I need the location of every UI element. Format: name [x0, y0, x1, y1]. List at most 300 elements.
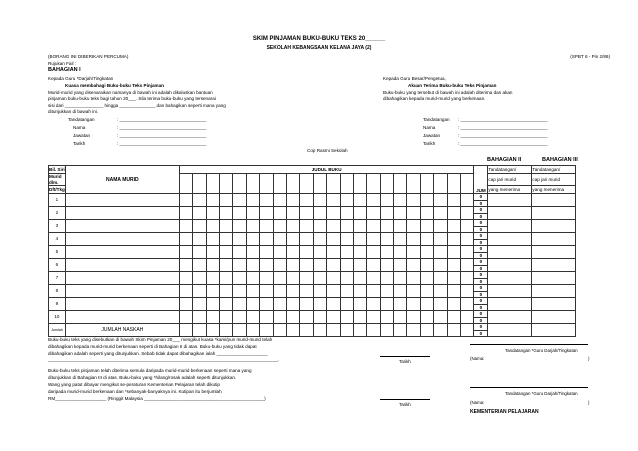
student-name-input[interactable]	[65, 311, 179, 324]
book-qty-cell[interactable]	[407, 298, 420, 311]
grand-total: 0	[474, 324, 488, 331]
book-qty-cell[interactable]	[367, 272, 380, 285]
book-qty-cell[interactable]	[380, 194, 393, 207]
book-qty-cell[interactable]	[260, 207, 273, 220]
book-qty-cell[interactable]	[420, 233, 433, 246]
book-qty-cell[interactable]	[193, 272, 206, 285]
book-qty-cell[interactable]	[179, 233, 192, 246]
book-qty-cell[interactable]	[260, 194, 273, 207]
table-row	[49, 194, 576, 201]
row-total: 0	[474, 278, 488, 285]
student-name-input[interactable]	[65, 207, 179, 220]
book-qty-cell[interactable]	[246, 246, 259, 259]
book-qty-cell[interactable]	[340, 207, 353, 220]
book-qty-cell[interactable]	[394, 311, 407, 324]
b2-signature-cell[interactable]	[488, 298, 532, 311]
book-qty-cell[interactable]	[434, 194, 447, 207]
book-total-cell	[447, 324, 460, 337]
book-qty-cell[interactable]	[327, 220, 340, 233]
book-qty-cell[interactable]	[206, 207, 219, 220]
book-qty-cell[interactable]	[260, 311, 273, 324]
book-qty-cell[interactable]	[353, 194, 366, 207]
book-qty-cell[interactable]	[220, 285, 233, 298]
b3-signature-cell[interactable]	[532, 220, 576, 233]
book-qty-cell[interactable]	[246, 220, 259, 233]
book-qty-cell[interactable]	[313, 259, 326, 272]
book-qty-cell[interactable]	[380, 311, 393, 324]
book-qty-cell[interactable]	[420, 220, 433, 233]
student-name-input[interactable]	[65, 246, 179, 259]
book-qty-cell[interactable]	[407, 259, 420, 272]
book-qty-cell[interactable]	[447, 272, 460, 285]
book-qty-cell[interactable]	[394, 207, 407, 220]
bottom1-name-label: (Nama:	[470, 356, 485, 361]
book-qty-cell[interactable]	[434, 311, 447, 324]
book-qty-cell[interactable]	[367, 233, 380, 246]
book-qty-cell[interactable]	[434, 220, 447, 233]
col-bil-line-2: Murid dlm.	[49, 174, 66, 186]
book-qty-cell[interactable]	[380, 298, 393, 311]
school-stamp: Cop Rasmi Sekolah	[307, 148, 348, 153]
book-qty-cell[interactable]	[313, 246, 326, 259]
book-title-cell	[380, 174, 393, 194]
book-qty-cell[interactable]	[300, 246, 313, 259]
book-qty-cell[interactable]	[313, 311, 326, 324]
book-qty-cell[interactable]	[206, 311, 219, 324]
book-qty-cell[interactable]	[193, 246, 206, 259]
right-sign-blank: : __________________________________	[458, 117, 548, 122]
book-qty-cell[interactable]	[327, 272, 340, 285]
book-qty-cell[interactable]	[340, 233, 353, 246]
b3-signature-cell[interactable]	[532, 298, 576, 311]
row-number: 10	[49, 311, 66, 324]
book-qty-cell[interactable]	[246, 233, 259, 246]
left-date-label: Tarikh	[73, 141, 86, 146]
book-qty-cell[interactable]	[340, 272, 353, 285]
book-qty-cell[interactable]	[367, 259, 380, 272]
book-qty-cell[interactable]	[461, 220, 474, 233]
book-qty-cell[interactable]	[353, 220, 366, 233]
book-qty-cell[interactable]	[420, 298, 433, 311]
bottom2-line-5: RM____________________ (Ringgit Malaysia _______________________________________________)	[48, 396, 266, 401]
book-qty-cell[interactable]	[179, 298, 192, 311]
book-qty-cell[interactable]	[300, 233, 313, 246]
student-name-input[interactable]	[65, 259, 179, 272]
book-qty-cell[interactable]	[461, 207, 474, 220]
row-total: 0	[474, 272, 488, 279]
book-total-cell	[193, 324, 206, 337]
table-row	[49, 246, 576, 253]
b3-signature-cell[interactable]	[532, 194, 576, 207]
book-qty-cell[interactable]	[340, 311, 353, 324]
book-qty-cell[interactable]	[233, 207, 246, 220]
book-qty-cell[interactable]	[353, 311, 366, 324]
b2-signature-cell[interactable]	[488, 220, 532, 233]
student-name-input[interactable]	[65, 285, 179, 298]
book-qty-cell[interactable]	[246, 259, 259, 272]
book-qty-cell[interactable]	[179, 259, 192, 272]
book-qty-cell[interactable]	[220, 207, 233, 220]
book-qty-cell[interactable]	[193, 194, 206, 207]
bottom1-sign-label: Tandatangan *Guru Darjah/Tingkatan	[505, 348, 578, 353]
book-qty-cell[interactable]	[407, 233, 420, 246]
book-qty-cell[interactable]	[286, 298, 299, 311]
book-qty-cell[interactable]	[273, 259, 286, 272]
left-addressee: Kepada Guru *Darjah/Tingkatan	[48, 76, 114, 81]
book-qty-cell[interactable]	[434, 233, 447, 246]
book-qty-cell[interactable]	[273, 233, 286, 246]
book-total-cell	[420, 324, 433, 337]
book-qty-cell[interactable]	[434, 259, 447, 272]
book-qty-cell[interactable]	[367, 220, 380, 233]
book-qty-cell[interactable]	[313, 285, 326, 298]
book-qty-cell[interactable]	[193, 298, 206, 311]
book-qty-cell[interactable]	[273, 246, 286, 259]
book-qty-cell[interactable]	[206, 246, 219, 259]
b3-signature-cell[interactable]	[532, 246, 576, 259]
book-qty-cell[interactable]	[461, 272, 474, 285]
book-qty-cell[interactable]	[220, 311, 233, 324]
school-name: SEKOLAH KEBANGSAAN KELANA JAYA (2)	[266, 45, 372, 51]
book-qty-cell[interactable]	[246, 298, 259, 311]
right-position-label: Jawatan	[423, 133, 441, 138]
book-qty-cell[interactable]	[286, 246, 299, 259]
form-note: (BORANG INI DIBERIKAN PERCUMA)	[48, 54, 129, 59]
book-qty-cell[interactable]	[313, 272, 326, 285]
table-row	[49, 298, 576, 305]
book-qty-cell[interactable]	[407, 246, 420, 259]
book-qty-cell[interactable]	[300, 207, 313, 220]
book-qty-cell[interactable]	[233, 233, 246, 246]
book-qty-cell[interactable]	[340, 298, 353, 311]
book-qty-cell[interactable]	[273, 194, 286, 207]
book-qty-cell[interactable]	[340, 194, 353, 207]
book-qty-cell[interactable]	[220, 259, 233, 272]
book-title-cell	[193, 174, 206, 194]
book-qty-cell[interactable]	[394, 194, 407, 207]
book-qty-cell[interactable]	[179, 207, 192, 220]
book-total-cell	[340, 324, 353, 337]
book-qty-cell[interactable]	[461, 311, 474, 324]
book-qty-cell[interactable]	[313, 220, 326, 233]
b2-signature-cell[interactable]	[488, 285, 532, 298]
bottom2-sign-label: Tandatangan *Guru Darjah/Tingkatan	[505, 391, 578, 396]
book-qty-cell[interactable]	[327, 259, 340, 272]
book-qty-cell[interactable]	[206, 220, 219, 233]
book-qty-cell[interactable]	[407, 272, 420, 285]
book-qty-cell[interactable]	[407, 220, 420, 233]
b2-signature-cell[interactable]	[488, 246, 532, 259]
book-qty-cell[interactable]	[447, 285, 460, 298]
book-qty-cell[interactable]	[420, 311, 433, 324]
book-qty-cell[interactable]	[179, 194, 192, 207]
book-qty-cell[interactable]	[286, 259, 299, 272]
book-qty-cell[interactable]	[246, 207, 259, 220]
book-qty-cell[interactable]	[206, 259, 219, 272]
book-qty-cell[interactable]	[300, 272, 313, 285]
book-qty-cell[interactable]	[420, 285, 433, 298]
book-qty-cell[interactable]	[461, 246, 474, 259]
student-name-input[interactable]	[65, 298, 179, 311]
left-name-blank: : __________________________________	[117, 125, 207, 130]
book-qty-cell[interactable]	[394, 246, 407, 259]
book-qty-cell[interactable]	[206, 233, 219, 246]
book-qty-cell[interactable]	[193, 207, 206, 220]
book-qty-cell[interactable]	[179, 220, 192, 233]
right-date-label: Tarikh	[423, 141, 436, 146]
book-qty-cell[interactable]	[353, 259, 366, 272]
book-qty-cell[interactable]	[420, 272, 433, 285]
book-qty-cell[interactable]	[233, 220, 246, 233]
book-qty-cell[interactable]	[193, 233, 206, 246]
b3-signature-cell[interactable]	[532, 285, 576, 298]
book-qty-cell[interactable]	[353, 233, 366, 246]
book-qty-cell[interactable]	[313, 298, 326, 311]
book-qty-cell[interactable]	[327, 298, 340, 311]
book-qty-cell[interactable]	[220, 246, 233, 259]
b3-signature-cell[interactable]	[532, 311, 576, 324]
book-title-cell	[286, 174, 299, 194]
book-qty-cell[interactable]	[407, 207, 420, 220]
book-qty-cell[interactable]	[273, 207, 286, 220]
b2-signature-cell[interactable]	[488, 272, 532, 285]
student-name-input[interactable]	[65, 194, 179, 207]
book-qty-cell[interactable]	[447, 246, 460, 259]
book-qty-cell[interactable]	[447, 311, 460, 324]
book-qty-cell[interactable]	[300, 285, 313, 298]
book-qty-cell[interactable]	[313, 194, 326, 207]
book-qty-cell[interactable]	[300, 298, 313, 311]
book-qty-cell[interactable]	[300, 311, 313, 324]
b3-signature-cell[interactable]	[532, 207, 576, 220]
book-qty-cell[interactable]	[461, 285, 474, 298]
book-qty-cell[interactable]	[394, 220, 407, 233]
book-qty-cell[interactable]	[340, 246, 353, 259]
b3-signature-cell[interactable]	[532, 233, 576, 246]
book-qty-cell[interactable]	[394, 233, 407, 246]
book-qty-cell[interactable]	[380, 285, 393, 298]
b2-signature-cell[interactable]	[488, 259, 532, 272]
book-qty-cell[interactable]	[367, 311, 380, 324]
left-sign-label: Tandatangan	[68, 117, 95, 122]
book-qty-cell[interactable]	[246, 194, 259, 207]
book-qty-cell[interactable]	[193, 285, 206, 298]
book-qty-cell[interactable]	[300, 259, 313, 272]
book-qty-cell[interactable]	[300, 220, 313, 233]
bottom1-line-3: dibahagikan adalah seperti yang ditunjukkan. Sebab tidak dapat dibahagikan ialah ____________________	[48, 351, 268, 356]
book-qty-cell[interactable]	[434, 272, 447, 285]
book-qty-cell[interactable]	[340, 220, 353, 233]
book-total-cell	[353, 324, 366, 337]
book-qty-cell[interactable]	[461, 233, 474, 246]
book-qty-cell[interactable]	[407, 311, 420, 324]
book-qty-cell[interactable]	[179, 285, 192, 298]
book-qty-cell[interactable]	[260, 246, 273, 259]
book-qty-cell[interactable]	[327, 285, 340, 298]
book-qty-cell[interactable]	[273, 311, 286, 324]
book-qty-cell[interactable]	[273, 298, 286, 311]
book-qty-cell[interactable]	[233, 298, 246, 311]
book-qty-cell[interactable]	[434, 285, 447, 298]
book-qty-cell[interactable]	[260, 259, 273, 272]
book-title-cell	[420, 174, 433, 194]
bottom2-line-1: Buku-buku teks pinjaman telah diterima semula daripada murid-murid berkenaan seperti mana yang	[48, 368, 252, 373]
bottom1-date-label: Tarikh	[399, 359, 411, 364]
book-qty-cell[interactable]	[286, 233, 299, 246]
book-qty-cell[interactable]	[461, 259, 474, 272]
book-qty-cell[interactable]	[286, 220, 299, 233]
book-qty-cell[interactable]	[420, 246, 433, 259]
book-qty-cell[interactable]	[447, 233, 460, 246]
b2-signature-cell[interactable]	[488, 207, 532, 220]
book-qty-cell[interactable]	[447, 220, 460, 233]
book-qty-cell[interactable]	[233, 285, 246, 298]
book-qty-cell[interactable]	[420, 194, 433, 207]
b3-signature-cell[interactable]	[532, 259, 576, 272]
book-qty-cell[interactable]	[286, 311, 299, 324]
student-name-input[interactable]	[65, 233, 179, 246]
book-qty-cell[interactable]	[380, 246, 393, 259]
book-qty-cell[interactable]	[327, 233, 340, 246]
book-qty-cell[interactable]	[447, 298, 460, 311]
book-qty-cell[interactable]	[179, 246, 192, 259]
book-qty-cell[interactable]	[420, 207, 433, 220]
book-total-cell	[220, 324, 233, 337]
book-qty-cell[interactable]	[461, 298, 474, 311]
book-title-cell	[367, 174, 380, 194]
row-total: 0	[474, 291, 488, 298]
book-qty-cell[interactable]	[233, 246, 246, 259]
book-qty-cell[interactable]	[394, 285, 407, 298]
section-3-heading: BAHAGIAN III	[542, 157, 578, 163]
book-qty-cell[interactable]	[220, 298, 233, 311]
b2-signature-cell[interactable]	[488, 233, 532, 246]
book-qty-cell[interactable]	[434, 298, 447, 311]
book-qty-cell[interactable]	[367, 298, 380, 311]
book-qty-cell[interactable]	[367, 194, 380, 207]
book-qty-cell[interactable]	[286, 272, 299, 285]
book-qty-cell[interactable]	[260, 220, 273, 233]
book-qty-cell[interactable]	[353, 272, 366, 285]
book-qty-cell[interactable]	[179, 311, 192, 324]
table-row	[49, 207, 576, 214]
book-qty-cell[interactable]	[233, 259, 246, 272]
book-qty-cell[interactable]	[380, 259, 393, 272]
row-number: 9	[49, 298, 66, 311]
book-qty-cell[interactable]	[394, 272, 407, 285]
book-qty-cell[interactable]	[300, 194, 313, 207]
book-qty-cell[interactable]	[420, 259, 433, 272]
book-qty-cell[interactable]	[353, 298, 366, 311]
book-qty-cell[interactable]	[233, 194, 246, 207]
book-qty-cell[interactable]	[273, 220, 286, 233]
book-qty-cell[interactable]	[286, 194, 299, 207]
book-qty-cell[interactable]	[380, 272, 393, 285]
left-para-1: Murid-murid yang disenaraikan namanya di bawah ini adalah dikaluskan bantuan	[48, 90, 213, 95]
book-qty-cell[interactable]	[233, 272, 246, 285]
book-qty-cell[interactable]	[193, 220, 206, 233]
book-qty-cell[interactable]	[380, 233, 393, 246]
student-name-input[interactable]	[65, 220, 179, 233]
bottom2-name-label: (Nama:	[470, 400, 485, 405]
book-qty-cell[interactable]	[353, 207, 366, 220]
book-qty-cell[interactable]	[233, 311, 246, 324]
book-qty-cell[interactable]	[193, 259, 206, 272]
book-total-cell	[461, 324, 474, 337]
book-qty-cell[interactable]	[434, 207, 447, 220]
b2-signature-cell[interactable]	[488, 311, 532, 324]
b3-signature-cell[interactable]	[532, 272, 576, 285]
col-total-header: JUM	[474, 166, 488, 194]
book-qty-cell[interactable]	[313, 207, 326, 220]
b2-signature-cell[interactable]	[488, 194, 532, 207]
book-qty-cell[interactable]	[286, 207, 299, 220]
book-qty-cell[interactable]	[246, 311, 259, 324]
book-qty-cell[interactable]	[353, 285, 366, 298]
book-qty-cell[interactable]	[367, 246, 380, 259]
book-qty-cell[interactable]	[367, 207, 380, 220]
book-qty-cell[interactable]	[220, 272, 233, 285]
book-qty-cell[interactable]	[447, 259, 460, 272]
book-qty-cell[interactable]	[434, 246, 447, 259]
book-total-cell	[179, 324, 192, 337]
book-qty-cell[interactable]	[327, 246, 340, 259]
book-qty-cell[interactable]	[380, 220, 393, 233]
book-qty-cell[interactable]	[367, 285, 380, 298]
book-qty-cell[interactable]	[193, 311, 206, 324]
book-qty-cell[interactable]	[260, 285, 273, 298]
book-qty-cell[interactable]	[394, 298, 407, 311]
book-total-cell	[313, 324, 326, 337]
row-total: 0	[474, 200, 488, 207]
book-qty-cell[interactable]	[327, 311, 340, 324]
book-qty-cell[interactable]	[286, 285, 299, 298]
book-qty-cell[interactable]	[206, 194, 219, 207]
book-qty-cell[interactable]	[380, 207, 393, 220]
book-qty-cell[interactable]	[260, 272, 273, 285]
book-qty-cell[interactable]	[447, 207, 460, 220]
book-qty-cell[interactable]	[313, 233, 326, 246]
book-qty-cell[interactable]	[220, 233, 233, 246]
book-qty-cell[interactable]	[206, 285, 219, 298]
book-qty-cell[interactable]	[260, 298, 273, 311]
book-qty-cell[interactable]	[260, 233, 273, 246]
book-title-cell	[447, 174, 460, 194]
book-qty-cell[interactable]	[340, 259, 353, 272]
book-qty-cell[interactable]	[206, 298, 219, 311]
col-b3-line-1: Tandatangan/	[532, 166, 576, 174]
book-qty-cell[interactable]	[407, 194, 420, 207]
book-total-cell	[273, 324, 286, 337]
book-qty-cell[interactable]	[461, 194, 474, 207]
book-qty-cell[interactable]	[327, 194, 340, 207]
book-qty-cell[interactable]	[407, 285, 420, 298]
book-qty-cell[interactable]	[273, 285, 286, 298]
book-qty-cell[interactable]	[246, 285, 259, 298]
book-qty-cell[interactable]	[273, 272, 286, 285]
book-qty-cell[interactable]	[447, 194, 460, 207]
book-qty-cell[interactable]	[206, 272, 219, 285]
book-qty-cell[interactable]	[394, 259, 407, 272]
book-qty-cell[interactable]	[327, 207, 340, 220]
book-qty-cell[interactable]	[340, 285, 353, 298]
book-qty-cell[interactable]	[179, 272, 192, 285]
book-qty-cell[interactable]	[220, 220, 233, 233]
book-qty-cell[interactable]	[246, 272, 259, 285]
student-name-input[interactable]	[65, 272, 179, 285]
book-qty-cell[interactable]	[353, 246, 366, 259]
book-qty-cell[interactable]	[220, 194, 233, 207]
